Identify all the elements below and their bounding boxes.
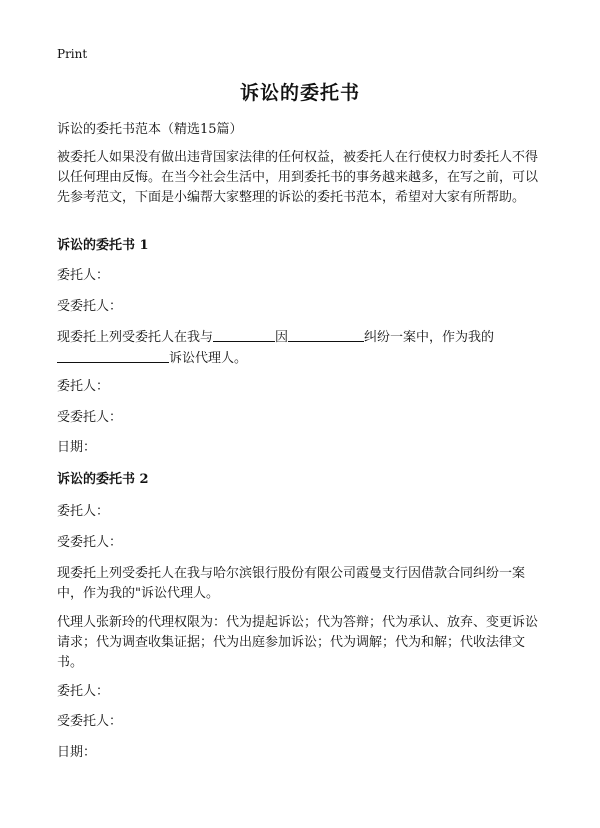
blank-line-opponent: [213, 327, 275, 342]
section-1-body-part-b: 因: [275, 330, 289, 345]
section-1-agent: 受委托人：: [57, 299, 123, 314]
section-1-principal-sign: 委托人：: [57, 379, 110, 394]
section-2-principal: 委托人：: [57, 504, 110, 519]
intro-paragraph: 被委托人如果没有做出违背国家法律的任何权益，被委托人在行使权力时委托人不得以任何理由反悔。在当今社会生活中，用到委托书的事务越来越多，在写之前，可以先参考范文，下面是小编帮大家整理的诉讼的委托书范本，希望对大家有所帮助。: [57, 150, 539, 205]
section-1-body-part-d: 诉讼代理人。: [169, 351, 248, 366]
section-1-heading: 诉讼的委托书 1: [57, 238, 149, 253]
section-1-agent-sign: 受委托人：: [57, 410, 123, 425]
section-2-agent: 受委托人：: [57, 535, 123, 550]
section-2-agent-sign: 受委托人：: [57, 714, 123, 729]
section-2-authority: 代理人张新玲的代理权限为：代为提起诉讼；代为答辩；代为承认、放弃、变更诉讼请求；代为调查收集证据；代为出庭参加诉讼；代为调解；代为和解；代收法律文书。: [57, 615, 539, 670]
section-1-body-part-c: 纠纷一案中，作为我的: [364, 330, 495, 345]
section-1-principal: 委托人：: [57, 268, 110, 283]
section-1-body-part-a: 现委托上列受委托人在我与: [57, 330, 214, 345]
section-2-heading: 诉讼的委托书 2: [57, 472, 149, 487]
section-2-principal-sign: 委托人：: [57, 684, 110, 699]
print-link[interactable]: Print: [57, 47, 88, 61]
blank-line-role: [57, 348, 169, 363]
subtitle: 诉讼的委托书范本（精选15篇）: [57, 122, 243, 137]
section-1-date: 日期：: [57, 440, 97, 455]
blank-line-cause: [288, 327, 364, 342]
section-1-body: [57, 327, 547, 369]
section-2-date: 日期：: [57, 745, 97, 760]
section-2-body: 现委托上列受委托人在我与哈尔滨银行股份有限公司霞曼支行因借款合同纠纷一案中，作为我的"诉讼代理人。: [57, 566, 526, 601]
document-title: 诉讼的委托书: [239, 82, 360, 104]
